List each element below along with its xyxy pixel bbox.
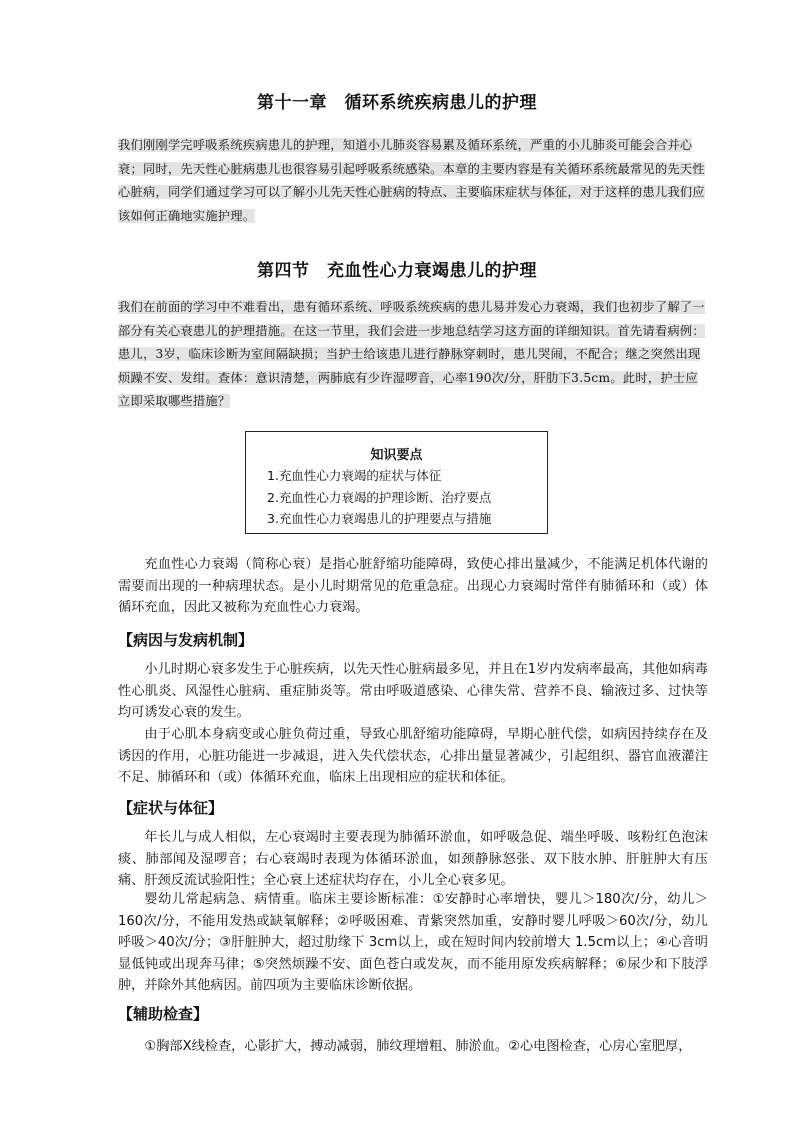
intro-paragraph [118, 134, 708, 228]
key-points-title: 知识要点 [370, 448, 423, 463]
etiology-paragraph: 小儿时期心衰多发生于心脏疾病，以先天性心脏病最多见，并且在1岁内发病率最高，其他如病毒性心肌炎、风湿性心脏病、重症肺炎等。常由呼吸道感染、心律失常、营养不良、输液过多、过快等均可诱发心衰的发生。 [118, 662, 708, 720]
exams-heading: 【辅助检查】 [118, 1005, 209, 1023]
intro-text: 我们刚刚学完呼吸系统疾病患儿的护理，知道小儿肺炎容易累及循环系统，严重的小儿肺炎可能会合并心衰；同时，先天性心脏病患儿也很容易引起呼吸系统感染。本章的主要内容是有关循环系统最常见的先天性心脏病，同学们通过学习可以了解小儿先天性心脏病的特点、主要临床症状与体征，对于这样的患儿我们应该如何正确地实施护理。 [118, 138, 705, 223]
diagnosis-criteria-paragraph: 婴幼儿常起病急、病情重。临床主要诊断标准：①安静时心率增快，婴儿＞180次/分，幼儿＞160次/分，不能用发热或缺氧解释；②呼吸困难、青紫突然加重，安静时婴儿呼吸＞60次/分，幼儿呼吸＞40次/分；③肝脏肿大，超过肋缘下 3cm以上，或在短时间内较前增大 1.5cm以上；④心音明显低钝或出现奔马律；⑤突然烦躁不安、面色苍白或发灰，而不能用原发疾病解释；⑥尿少和下肢浮肿，并除外其他病因。前四项为主要临床诊断依据。 [118, 892, 708, 993]
exams-paragraph: ①胸部X线检查，心影扩大，搏动减弱，肺纹理增粗、肺淤血。②心电图检查，心房心室肥厚， [144, 1039, 692, 1054]
key-points-list [267, 465, 491, 530]
definition-paragraph: 充血性心力衰竭（简称心衰）是指心脏舒缩功能障碍，致使心排出量减少，不能满足机体代谢的需要而出现的一种病理状态。是小儿时期常见的危重急症。出现心力衰竭时常伴有肺循环和（或）体循环充血，因此又被称为充血性心力衰竭。 [118, 557, 708, 615]
key-points-box [245, 431, 548, 534]
mechanism-paragraph: 由于心肌本身病变或心脏负荷过重，导致心肌舒缩功能障碍，早期心脏代偿，如病因持续存在及诱因的作用，心脏功能进一步减退，进入失代偿状态，心排出量显著减少，引起组织、器官血液灌注不足、肺循环和（或）体循环充血，临床上出现相应的症状和体征。 [118, 727, 708, 785]
key-point-item: 1.充血性心力衰竭的症状与体征 [267, 468, 442, 483]
symptoms-paragraph: 年长儿与成人相似，左心衰竭时主要表现为肺循环淤血，如呼吸急促、端坐呼吸、咳粉红色泡沫痰、肺部闻及湿啰音；右心衰竭时表现为体循环淤血，如颈静脉怒张、双下肢水肿、肝脏肿大有压痛、肝颈反流试验阳性；全心衰上述症状均存在，小儿全心衰多见。 [118, 830, 708, 888]
key-point-item: 3.充血性心力衰竭患儿的护理要点与措施 [267, 511, 492, 526]
symptoms-heading: 【症状与体征】 [118, 799, 224, 817]
section-title: 第四节 充血性心力衰竭患儿的护理 [257, 261, 537, 281]
key-point-item: 2.充血性心力衰竭的护理诊断、治疗要点 [267, 489, 492, 505]
etiology-heading: 【病因与发病机制】 [118, 631, 254, 649]
case-paragraph [118, 296, 708, 414]
chapter-title: 第十一章 循环系统疾病患儿的护理 [257, 93, 537, 113]
case-text: 我们在前面的学习中不难看出，患有循环系统、呼吸系统疾病的患儿易并发心力衰竭，我们也初步了解了一部分有关心衰患儿的护理措施。在这一节里，我们会进一步地总结学习这方面的详细知识。首先请看病例：患儿，3岁，临床诊断为室间隔缺损；当护士给该患儿进行静脉穿刺时，患儿哭闹，不配合；继之突然出现烦躁不安、发绀。查体：意识清楚，两肺底有少许湿啰音，心率190次/分，肝肋下3.5cm。此时，护士应立即采取哪些措施？ [118, 300, 705, 408]
